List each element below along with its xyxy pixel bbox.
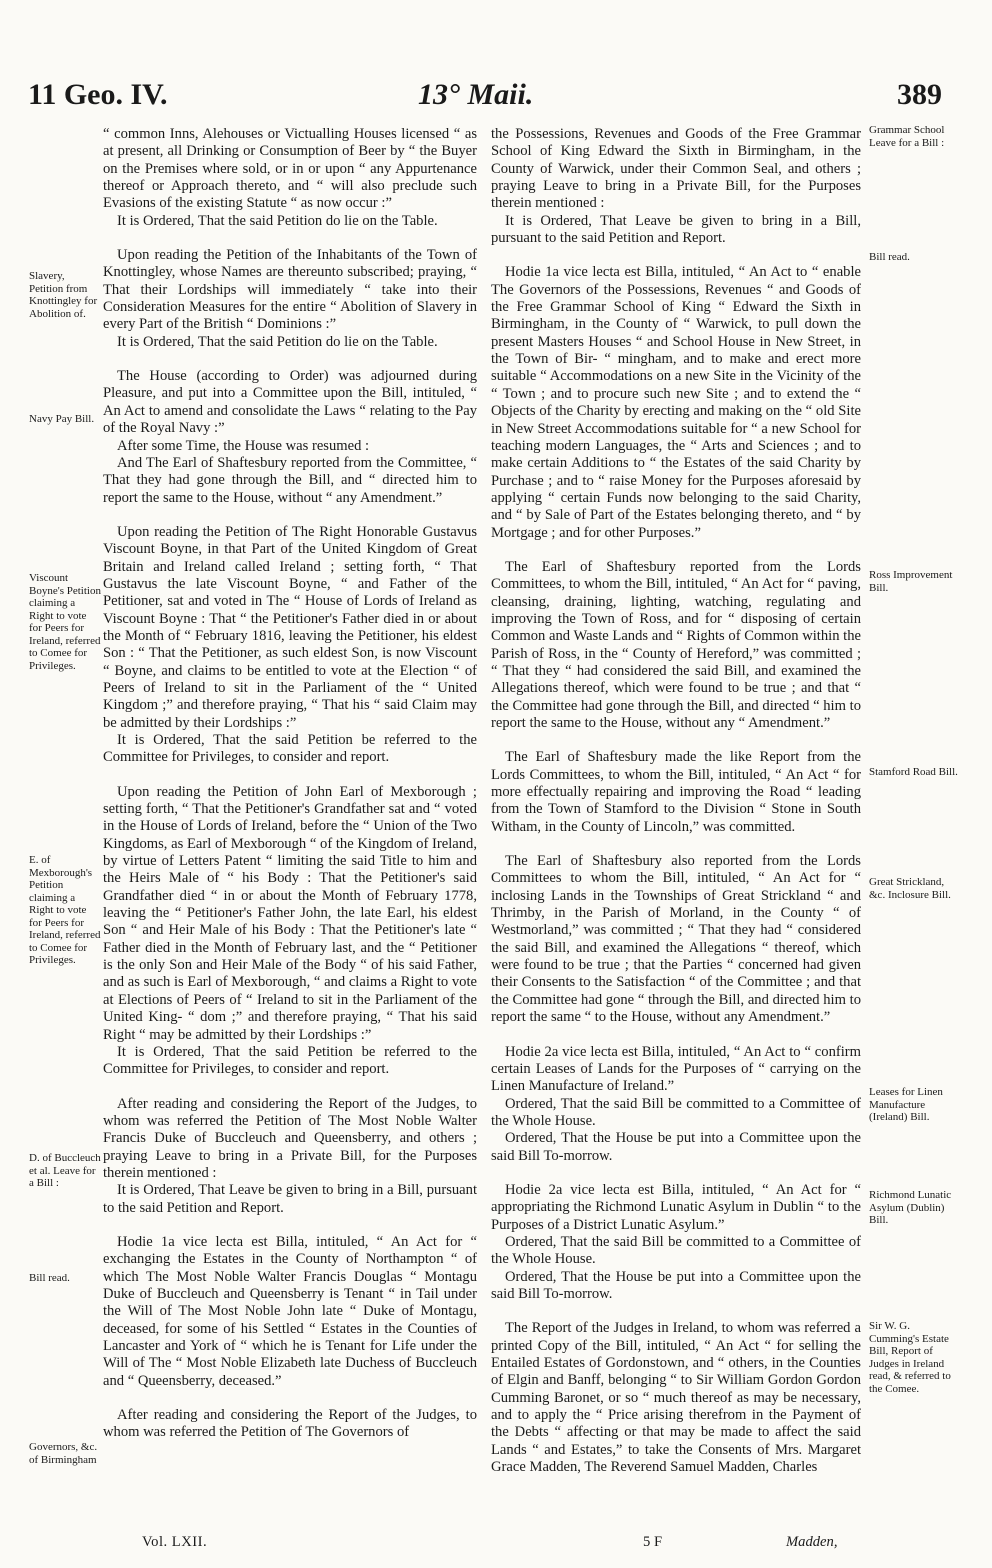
margin-note: E. of Mexborough's Petition claiming a Right to vote for Peers for Ireland, referred to Comee for Privileges.: [29, 854, 101, 966]
paragraph: It is Ordered, That the said Petition do lie on the Table.: [117, 212, 438, 229]
paragraph: The House (according to Order) was adjourned during Pleasure, and put into a Committee upon the Bill, intituled, “ An Act to amend and consolidate the Laws “ relating to the Pay of the Royal Navy :”: [103, 368, 477, 437]
paragraph: The Report of the Judges in Ireland, to whom was referred a printed Copy of the Bill, intituled, “ An Act “ for selling the Entailed Estates of Gordonstown, and “ others, in the Counties of Elgin and Banff, belonging “ to Sir William Gordon Gordon Cumming Baronet, or so “ much thereof as may be necessary, and to apply the “ Price arising therefrom in the Payment of the Debts “ affecting or that may be made to affect the said Lands “ and Estates,” to take the Consents of Mrs. Margaret Grace Madden, The Reverend Samuel Madden, Charles: [491, 1320, 861, 1476]
paragraph: It is Ordered, That the said Petition be referred to the Committee for Privileges, to consider and report.: [103, 732, 477, 766]
paragraph: Hodie 2a vice lecta est Billa, intituled, “ An Act for “ appropriating the Richmond Lunatic Asylum in Dublin “ to the Purposes of a District Lunatic Asylum.”: [491, 1181, 861, 1233]
margin-note: Stamford Road Bill.: [869, 766, 958, 778]
paragraph: It is Ordered, That Leave be given to bring in a Bill, pursuant to the said Petition and Report.: [491, 212, 861, 247]
right-column: [491, 126, 861, 1476]
paragraph: the Possessions, Revenues and Goods of the Free Grammar School of King Edward the Sixth in Birmingham, in the County of Warwick, under their Common Seal, and others ; praying Leave to bring in a Private Bill, for the Purposes therein mentioned :: [491, 126, 861, 212]
paragraph: After some Time, the House was resumed :: [117, 437, 370, 454]
margin-note: Bill read.: [29, 1272, 70, 1284]
margin-note: Slavery, Petition from Knottingley for Abolition of.: [29, 270, 98, 320]
paragraph: After reading and considering the Report of the Judges, to whom was referred the Petition of The Governors of: [103, 1407, 477, 1441]
margin-note: Great Strickland, &c. Inclosure Bill.: [869, 876, 951, 901]
paragraph: Ordered, That the said Bill be committed to a Committee of the Whole House.: [491, 1233, 861, 1268]
page-number: 389: [897, 78, 942, 111]
running-head-date: 13° Maii.: [418, 78, 534, 111]
paragraph: It is Ordered, That the said Petition do lie on the Table.: [117, 333, 438, 350]
catchword: Madden,: [786, 1534, 838, 1550]
signature-mark: 5 F: [643, 1534, 663, 1550]
paragraph: Ordered, That the House be put into a Committee upon the said Bill To-morrow.: [491, 1268, 861, 1302]
margin-note: Grammar School Leave for a Bill :: [869, 124, 945, 149]
paragraph: The Earl of Shaftesbury reported from the Lords Committees, to whom the Bill, intituled, “ An Act for “ paving, cleansing, draining, lighting, watching, regulating and improving the Town of Ross, and for “ disposing of certain Common and Waste Lands and “ Rights of Common within the Parish of Ross, in the “ County of Hereford,” was committed ; “ That they “ had considered the said Bill, and examined the Allegations thereof, which were found to be true ; and that “ the Committee had gone through the Bill, and directed “ him to report the same to the House, without any “ Amendment.”: [491, 558, 861, 731]
paragraph: Hodie 1a vice lecta est Billa, intituled, “ An Act for “ exchanging the Estates in the County of Northampton “ of which The Most Noble Walter Francis Douglas “ Montagu Duke of Buccleuch and Queensberry is Tenant “ in Tail under the Will of The Most Noble John late “ Duke of Montagu, deceased, for some of his Settled “ Estates in the Counties of Lancaster and York of “ which he is Tenant for Life under the Will of The “ Most Noble Elizabeth late Duchess of Buccleuch and “ Queensberry, deceased.”: [103, 1233, 477, 1389]
page-header: [28, 78, 942, 118]
paragraph: After reading and considering the Report of the Judges, to whom was referred the Petition of The Most Noble Walter Francis Duke of Buccleuch and Queensberry, and others ; praying Leave to bring in a Private Bill, for the Purposes therein mentioned :: [103, 1095, 477, 1181]
margin-note: D. of Buccleuch et al. Leave for a Bill :: [29, 1152, 101, 1189]
paragraph: “ common Inns, Alehouses or Victualling Houses licensed “ as at present, all Drinking or Consumption of Beer by “ the Buyer on the Premises where sold, or in or upon “ any Appurtenance thereof or Approach thereto, and “ will also preclude such Evasions of the existing Statute “ as now occur :”: [103, 126, 477, 212]
paragraph: It is Ordered, That the said Petition be referred to the Committee for Privileges, to consider and report.: [103, 1043, 477, 1078]
paragraph: Ordered, That the said Bill be committed to a Committee of the Whole House.: [491, 1095, 861, 1129]
margin-note: Sir W. G. Cumming's Estate Bill, Report of Judges in Ireland read, & referred to the Comee.: [869, 1320, 951, 1395]
paragraph: Ordered, That the House be put into a Committee upon the said Bill To-morrow.: [491, 1130, 861, 1164]
margin-note: Viscount Boyne's Petition claiming a Right to vote for Peers for Ireland, referred to Comee for Privileges.: [29, 572, 101, 672]
paragraph: Upon reading the Petition of John Earl of Mexborough ; setting forth, “ That the Petitioner's Grandfather sat and “ voted in the House of Lords of Ireland, before the “ Union of the Two Kingdoms, as Earl of Mexborough “ of the Kingdom of Ireland, by virtue of Letters Patent “ limiting the said Title to him and the Heirs Male of “ his Body : That the Petitioner's said Grandfather died “ in or about the Month of February 1778, leaving the “ Petitioner's Father John, the late Earl, his eldest Son “ and Heir Male of his Body : That the Petitioner's late “ Father died in the Month of February last, and the “ Petitioner is the only Son and Heir Male of the Body “ of his said Father, and as such is Earl of Mexborough, “ and claims a Right to vote at Elections of Peers of “ Ireland to sit in the Parliament of the United King- “ dom ;” and therefore praying, “ That his said Right “ may be admitted by their Lordships :”: [103, 783, 477, 1043]
margin-note: Leases for Linen Manufacture (Ireland) Bill.: [869, 1086, 943, 1123]
margin-note: Governors, &c. of Birmingham: [29, 1441, 98, 1466]
paragraph: It is Ordered, That Leave be given to bring in a Bill, pursuant to the said Petition and Report.: [103, 1182, 477, 1216]
paragraph: And The Earl of Shaftesbury reported from the Committee, “ That they had gone through the Bill, and “ directed him to report the same to the House, without “ any Amendment.”: [103, 454, 477, 506]
margin-note: Ross Improvement Bill.: [869, 569, 953, 594]
margin-note: Richmond Lunatic Asylum (Dublin) Bill.: [869, 1189, 952, 1226]
running-head-left: 11 Geo. IV.: [28, 78, 168, 111]
paragraph: Upon reading the Petition of The Right Honorable Gustavus Viscount Boyne, in that Part of the United Kingdom of Great Britain and Ireland called Ireland ; setting forth, “ That Gustavus the late Viscount Boyne, “ and Father of the Petitioner, sat and voted in The “ House of Lords of Ireland as Viscount Boyne : That “ the Petitioner's Father died in or about the Month of “ February 1816, leaving the Petitioner, his eldest Son : “ That the Petitioner, as such eldest Son, is now Viscount “ Boyne, and claims to be entitled to vote at the Election “ of Peers of Ireland to sit in the Parliament of the “ United Kingdom ;” and therefore praying, “ That his “ said Claim may be admitted by their Lordships :”: [103, 523, 477, 731]
paragraph: Hodie 2a vice lecta est Billa, intituled, “ An Act to “ confirm certain Leases of Lands for the Purposes of “ carrying on the Linen Manufacture of Ireland.”: [491, 1043, 861, 1095]
paragraph: Hodie 1a vice lecta est Billa, intituled, “ An Act to “ enable The Governors of the Possessions, Revenues “ and Goods of the Free Grammar School of King “ Edward the Sixth in Birmingham, in the County of “ Warwick, to pull down the present Masters Houses “ and School House in New Street, in the Town of Bir- “ mingham, and to make and erect more suitable “ Accommodations on a new Site in the Vicinity of the “ Town ; and to procure such new Site ; and to extend the “ Objects of the Charity by erecting and making on the “ old Site in New Street Accommodations suitable for “ a new School for teaching modern Languages, the “ Arts and Sciences ; and to make certain Additions to “ the Estates of the said Charity by Purchase ; and to “ raise Money for the Purposes aforesaid by applying “ certain Funds now belonging to the said Charity, and “ by Sale of Part of the Estates belonging thereto, and “ by Mortgage ; and for other Purposes.”: [491, 264, 861, 541]
left-column: [103, 126, 477, 1442]
paragraph: The Earl of Shaftesbury made the like Report from the Lords Committees, to whom the Bill, intituled, “ An Act “ for more effectually repairing and improving the Road “ leading from the Town of Stamford to the Division “ Stone in South Witham, in the County of Lincoln,” was committed.: [491, 749, 861, 835]
paragraph: The Earl of Shaftesbury also reported from the Lords Committees to whom the Bill, intituled, “ An Act for “ inclosing Lands in the Townships of Great Strickland “ and Thrimby, in the Parish of Morland, in the County “ of Westmorland,” was committed ; “ That they had “ considered the said Bill, and examined the Allegations “ thereof, which were found to be true ; that the Parties “ concerned had given their Consents to the Satisfaction “ of the Committee ; and that the Committee had gone “ through the Bill, and directed him to report the same “ to the House, without any Amendment.”: [491, 853, 861, 1026]
margin-note: Navy Pay Bill.: [29, 413, 95, 425]
volume-label: Vol. LXII.: [142, 1534, 208, 1550]
paragraph: Upon reading the Petition of the Inhabitants of the Town of Knottingley, whose Names are thereunto subscribed; praying, “ That their Lordships will immediately “ take into their Consideration Measures for the entire “ Abolition of Slavery in every Part of the British “ Dominions :”: [103, 247, 477, 333]
margin-note: Bill read.: [869, 251, 910, 263]
